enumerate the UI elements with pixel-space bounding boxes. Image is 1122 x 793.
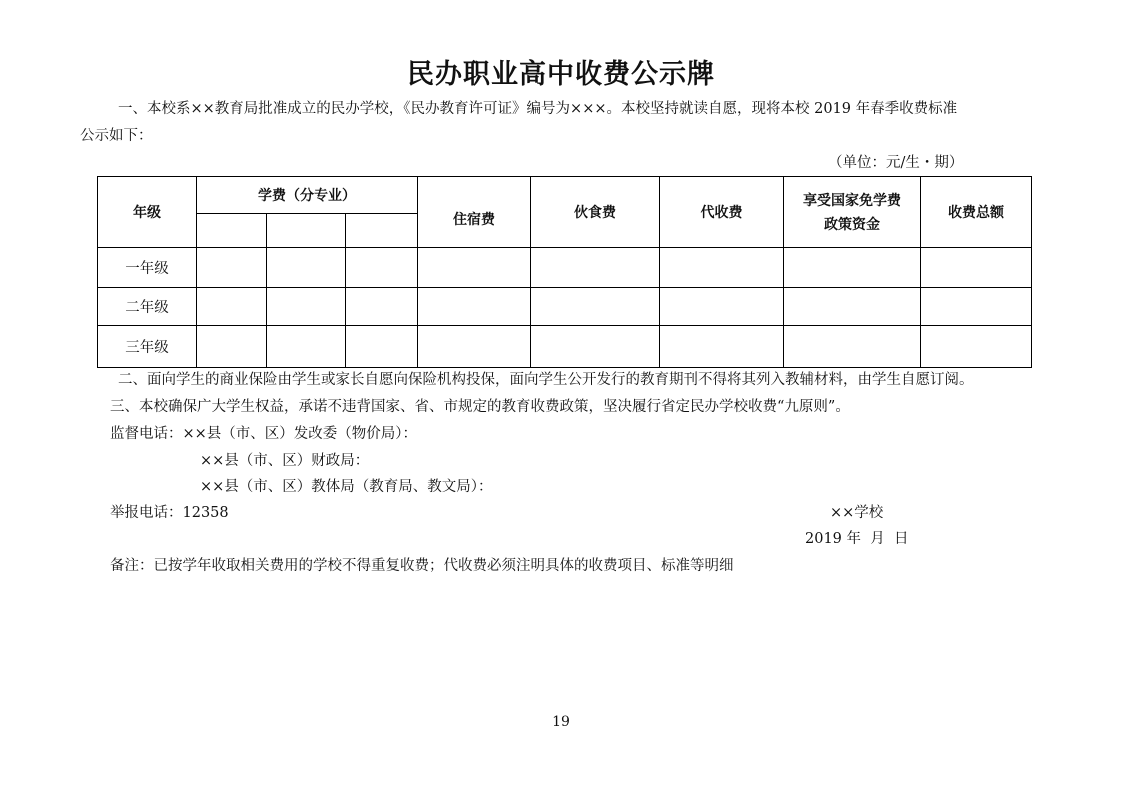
page-number: 19: [552, 714, 570, 730]
header-subsidy-line2: 政策资金: [824, 217, 880, 233]
fee-table: [97, 176, 1032, 368]
insurance-paragraph: 二、面向学生的商业保险由学生或家长自愿向保险机构投保，面向学生公开发行的教育期刊不得将其列入教辅材料，由学生自愿订阅。: [118, 372, 974, 388]
table-row: [98, 248, 1032, 288]
unit-label: （单位：元/生・期）: [828, 155, 964, 171]
header-meals: 伙食费: [531, 177, 660, 248]
header-tuition: 学费（分专业）: [197, 177, 418, 214]
row-grade-label: 二年级: [98, 288, 197, 326]
intro-paragraph-line2: 公示如下：: [80, 128, 153, 144]
intro-paragraph-line1: 一、本校系××教育局批准成立的民办学校，《民办教育许可证》编号为×××。本校坚持就读自愿，现将本校 2019 年春季收费标准: [118, 101, 958, 117]
tuition-major-cell: [267, 214, 346, 248]
header-grade: 年级: [98, 177, 197, 248]
note-paragraph: 备注：已按学年收取相关费用的学校不得重复收费；代收费必须注明具体的收费项目、标准等明细: [110, 558, 734, 574]
header-total: 收费总额: [921, 177, 1032, 248]
tuition-major-cell: [346, 214, 418, 248]
header-collection: 代收费: [660, 177, 784, 248]
header-subsidy: [784, 177, 921, 248]
school-name: ××学校: [830, 505, 884, 521]
tuition-major-cell: [197, 214, 267, 248]
document-title: 民办职业高中收费公示牌: [407, 59, 715, 90]
report-phone: 举报电话：12358: [110, 505, 229, 521]
date-line: 2019 年 月 日: [805, 531, 909, 547]
supervision-phone-3: ××县（市、区）教体局（教育局、教文局）：: [200, 479, 493, 495]
policy-paragraph: 三、本校确保广大学生权益，承诺不违背国家、省、市规定的教育收费政策，坚决履行省定民办学校收费“九原则”。: [110, 399, 850, 415]
header-accommodation: 住宿费: [418, 177, 531, 248]
table-row: [98, 288, 1032, 326]
supervision-phone-1: 监督电话：××县（市、区）发改委（物价局）：: [110, 426, 418, 442]
table-row: [98, 326, 1032, 368]
header-subsidy-line1: 享受国家免学费: [803, 193, 901, 209]
row-grade-label: 三年级: [98, 326, 197, 368]
supervision-phone-2: ××县（市、区）财政局：: [200, 453, 370, 469]
row-grade-label: 一年级: [98, 248, 197, 288]
